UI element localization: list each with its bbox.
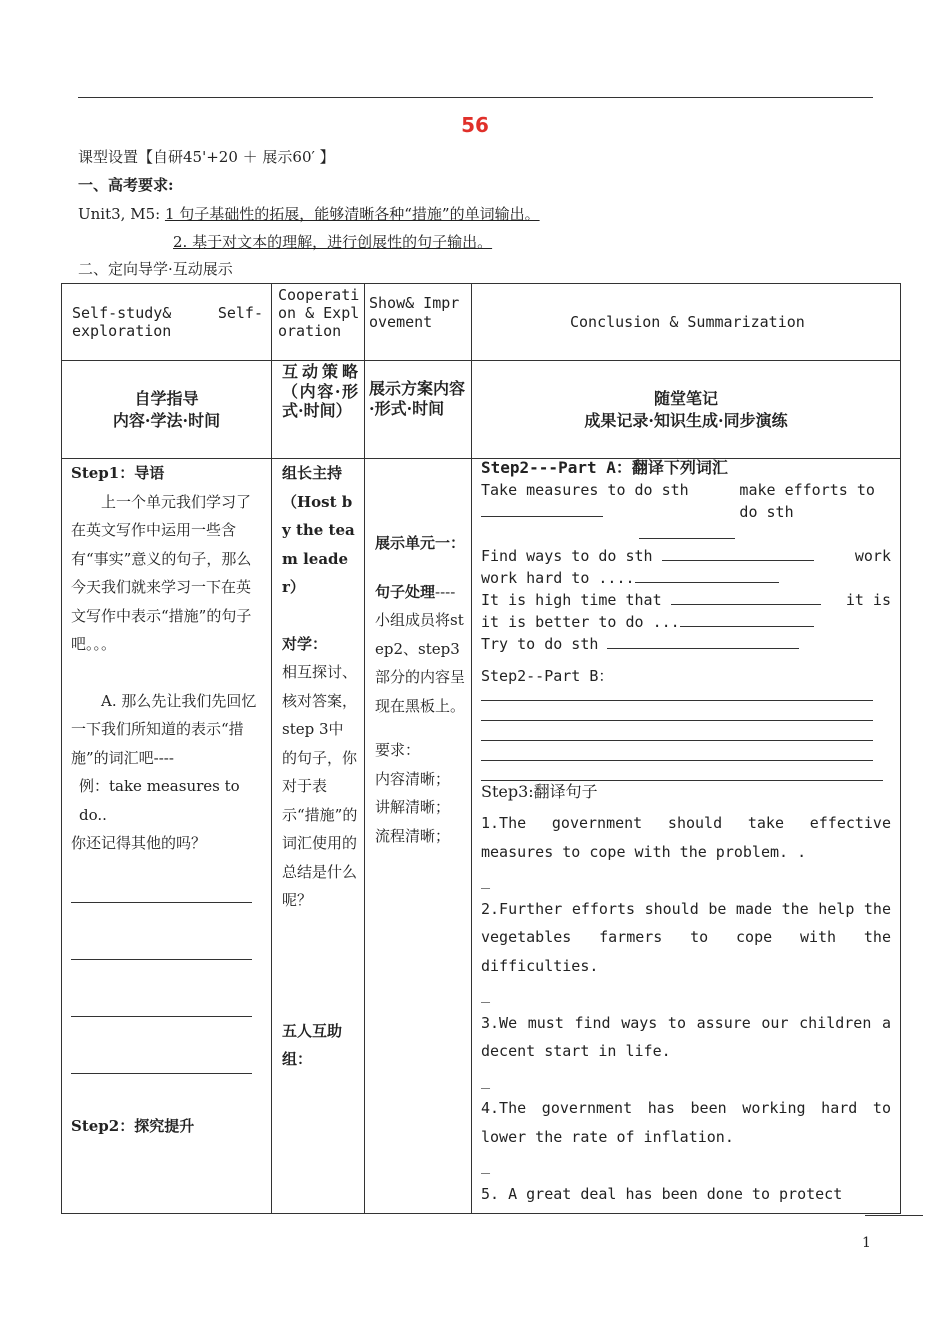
example-text: 例：take measures to do..: [79, 777, 240, 824]
table-tail-rule: [865, 1215, 923, 1216]
body-row: [62, 459, 901, 1214]
requirement-flow: 流程清晰；: [375, 826, 451, 845]
requirement-1: [78, 203, 540, 224]
header-row-cn: [62, 361, 901, 459]
header-row-en: [62, 284, 901, 361]
requirement-content: 内容清晰；: [375, 769, 451, 788]
requirement-1-prefix: Unit3, M5:: [78, 205, 165, 223]
vocab-row-4: [481, 633, 891, 655]
step1-title: Step1：导语: [71, 464, 165, 482]
vocab-item: work hard to ....: [481, 569, 635, 587]
cooperation-cell: [272, 459, 365, 1214]
step3-title: Step3:翻译句子: [481, 782, 598, 801]
show-cell: [365, 459, 472, 1214]
part-b-line-2: [481, 720, 873, 721]
sentence-2: 2.Further efforts should be made the help the vegetables farmers to cope with the difficulties.: [481, 899, 891, 975]
sentence-5: 5. A great deal has been done to protect: [481, 1184, 843, 1203]
header-col3-cn: 展示方案内容·形式·时间: [365, 361, 472, 459]
header-col3-en: Show& Improvement: [365, 284, 472, 361]
unit-title: 展示单元一：: [375, 534, 466, 552]
part-b-line-3: [481, 740, 873, 741]
header-rule: [78, 97, 873, 98]
requirement-explain: 讲解清晰；: [375, 798, 451, 816]
vocab-item: It is high time that: [481, 591, 662, 609]
part-a-prompt: A. 那么先让我们先回忆一下我们所知道的表示“措施”的词汇吧----: [71, 691, 257, 767]
vocab-row-3b: [481, 611, 891, 633]
section2-heading: 二、定向导学·互动展示: [78, 260, 233, 278]
intro-paragraph: 上一个单元我们学习了在英文写作中运用一些含有“事实”意义的句子，那么今天我们就来学习一下在英文写作中表示“措施”的句子吧。。。: [71, 492, 252, 653]
vocab-item: Find ways to do sth: [481, 547, 653, 565]
recall-question: 你还记得其他的吗？: [71, 834, 207, 852]
group-title: 五人互助组：: [282, 1021, 343, 1068]
header-col2-en: Cooperation & Exploration: [272, 284, 365, 361]
section1-heading: 一、高考要求:: [78, 176, 174, 194]
part-b-line-1: [481, 700, 873, 701]
header-col1-cn: 自学指导 内容·学法·时间: [62, 361, 272, 459]
pair-title: 对学：: [282, 634, 328, 653]
vocab-row-1b: [481, 523, 891, 545]
vocab-item: make efforts to do sth: [739, 481, 875, 521]
requirement-title: 要求：: [375, 741, 421, 759]
pair-text: 相互探讨、核对答案，step 3中的句子，你对于表示“措施”的词汇使用的总结是什么呢？: [282, 663, 358, 909]
self-study-cell: [62, 459, 272, 1214]
notes-cell: [472, 459, 901, 1214]
footer-page-number: 1: [862, 1235, 871, 1251]
guide-table: [61, 283, 901, 1214]
dash-1: _: [481, 871, 491, 889]
header-col4-en: Conclusion & Summarization: [472, 284, 901, 361]
vocab-row-2: Find ways to do sth work: [481, 547, 891, 565]
header-col4-cn: 随堂笔记 成果记录·知识生成·同步演练: [472, 361, 901, 459]
course-setting: 课型设置【自研45'+20 ＋ 展示60′ 】: [78, 148, 335, 166]
part-a-title: Step2---Part A：翻译下列词汇: [481, 458, 728, 477]
part-b-title: Step2--Part B：: [481, 667, 614, 685]
header-col1-en: Self-study& Self-exploration: [62, 284, 272, 361]
leader-host: 组长主持（Host by the team leader）: [282, 464, 355, 596]
sentence-processing: 句子处理----小组成员将step2、step3部分的内容呈现在黑板上。: [375, 582, 466, 715]
vocab-row-3: It is high time that it is: [481, 591, 891, 609]
vocab-item: Take measures to do sth: [481, 481, 689, 499]
part-b-line-4: [481, 760, 873, 761]
requirement-2: 2. 基于对文本的理解，进行创展性的句子输出。: [173, 233, 493, 251]
requirement-1-text: 1 句子基础性的拓展，能够清晰各种“措施”的单词输出。: [164, 205, 540, 223]
sentence-4: 4.The government has been working hard to lower the rate of inflation.: [481, 1099, 891, 1146]
sentence-1: 1.The government should take effective measures to cope with the problem. .: [481, 814, 891, 861]
dash-3: _: [481, 1070, 491, 1089]
dash-2: _: [481, 985, 491, 1003]
vocab-row-1: [481, 479, 891, 523]
vocab-item: Try to do sth: [481, 635, 599, 653]
header-col2-cn: 互动策略（内容·形式·时间）: [272, 361, 365, 459]
sentence-3: 3.We must find ways to assure our children a decent start in life.: [481, 1013, 891, 1060]
dash-4: _: [481, 1156, 491, 1174]
page-number-title: 56: [461, 113, 489, 137]
step2-title: Step2：探究提升: [71, 1116, 195, 1135]
vocab-item: it is better to do ...: [481, 613, 680, 631]
vocab-row-2b: [481, 567, 891, 589]
